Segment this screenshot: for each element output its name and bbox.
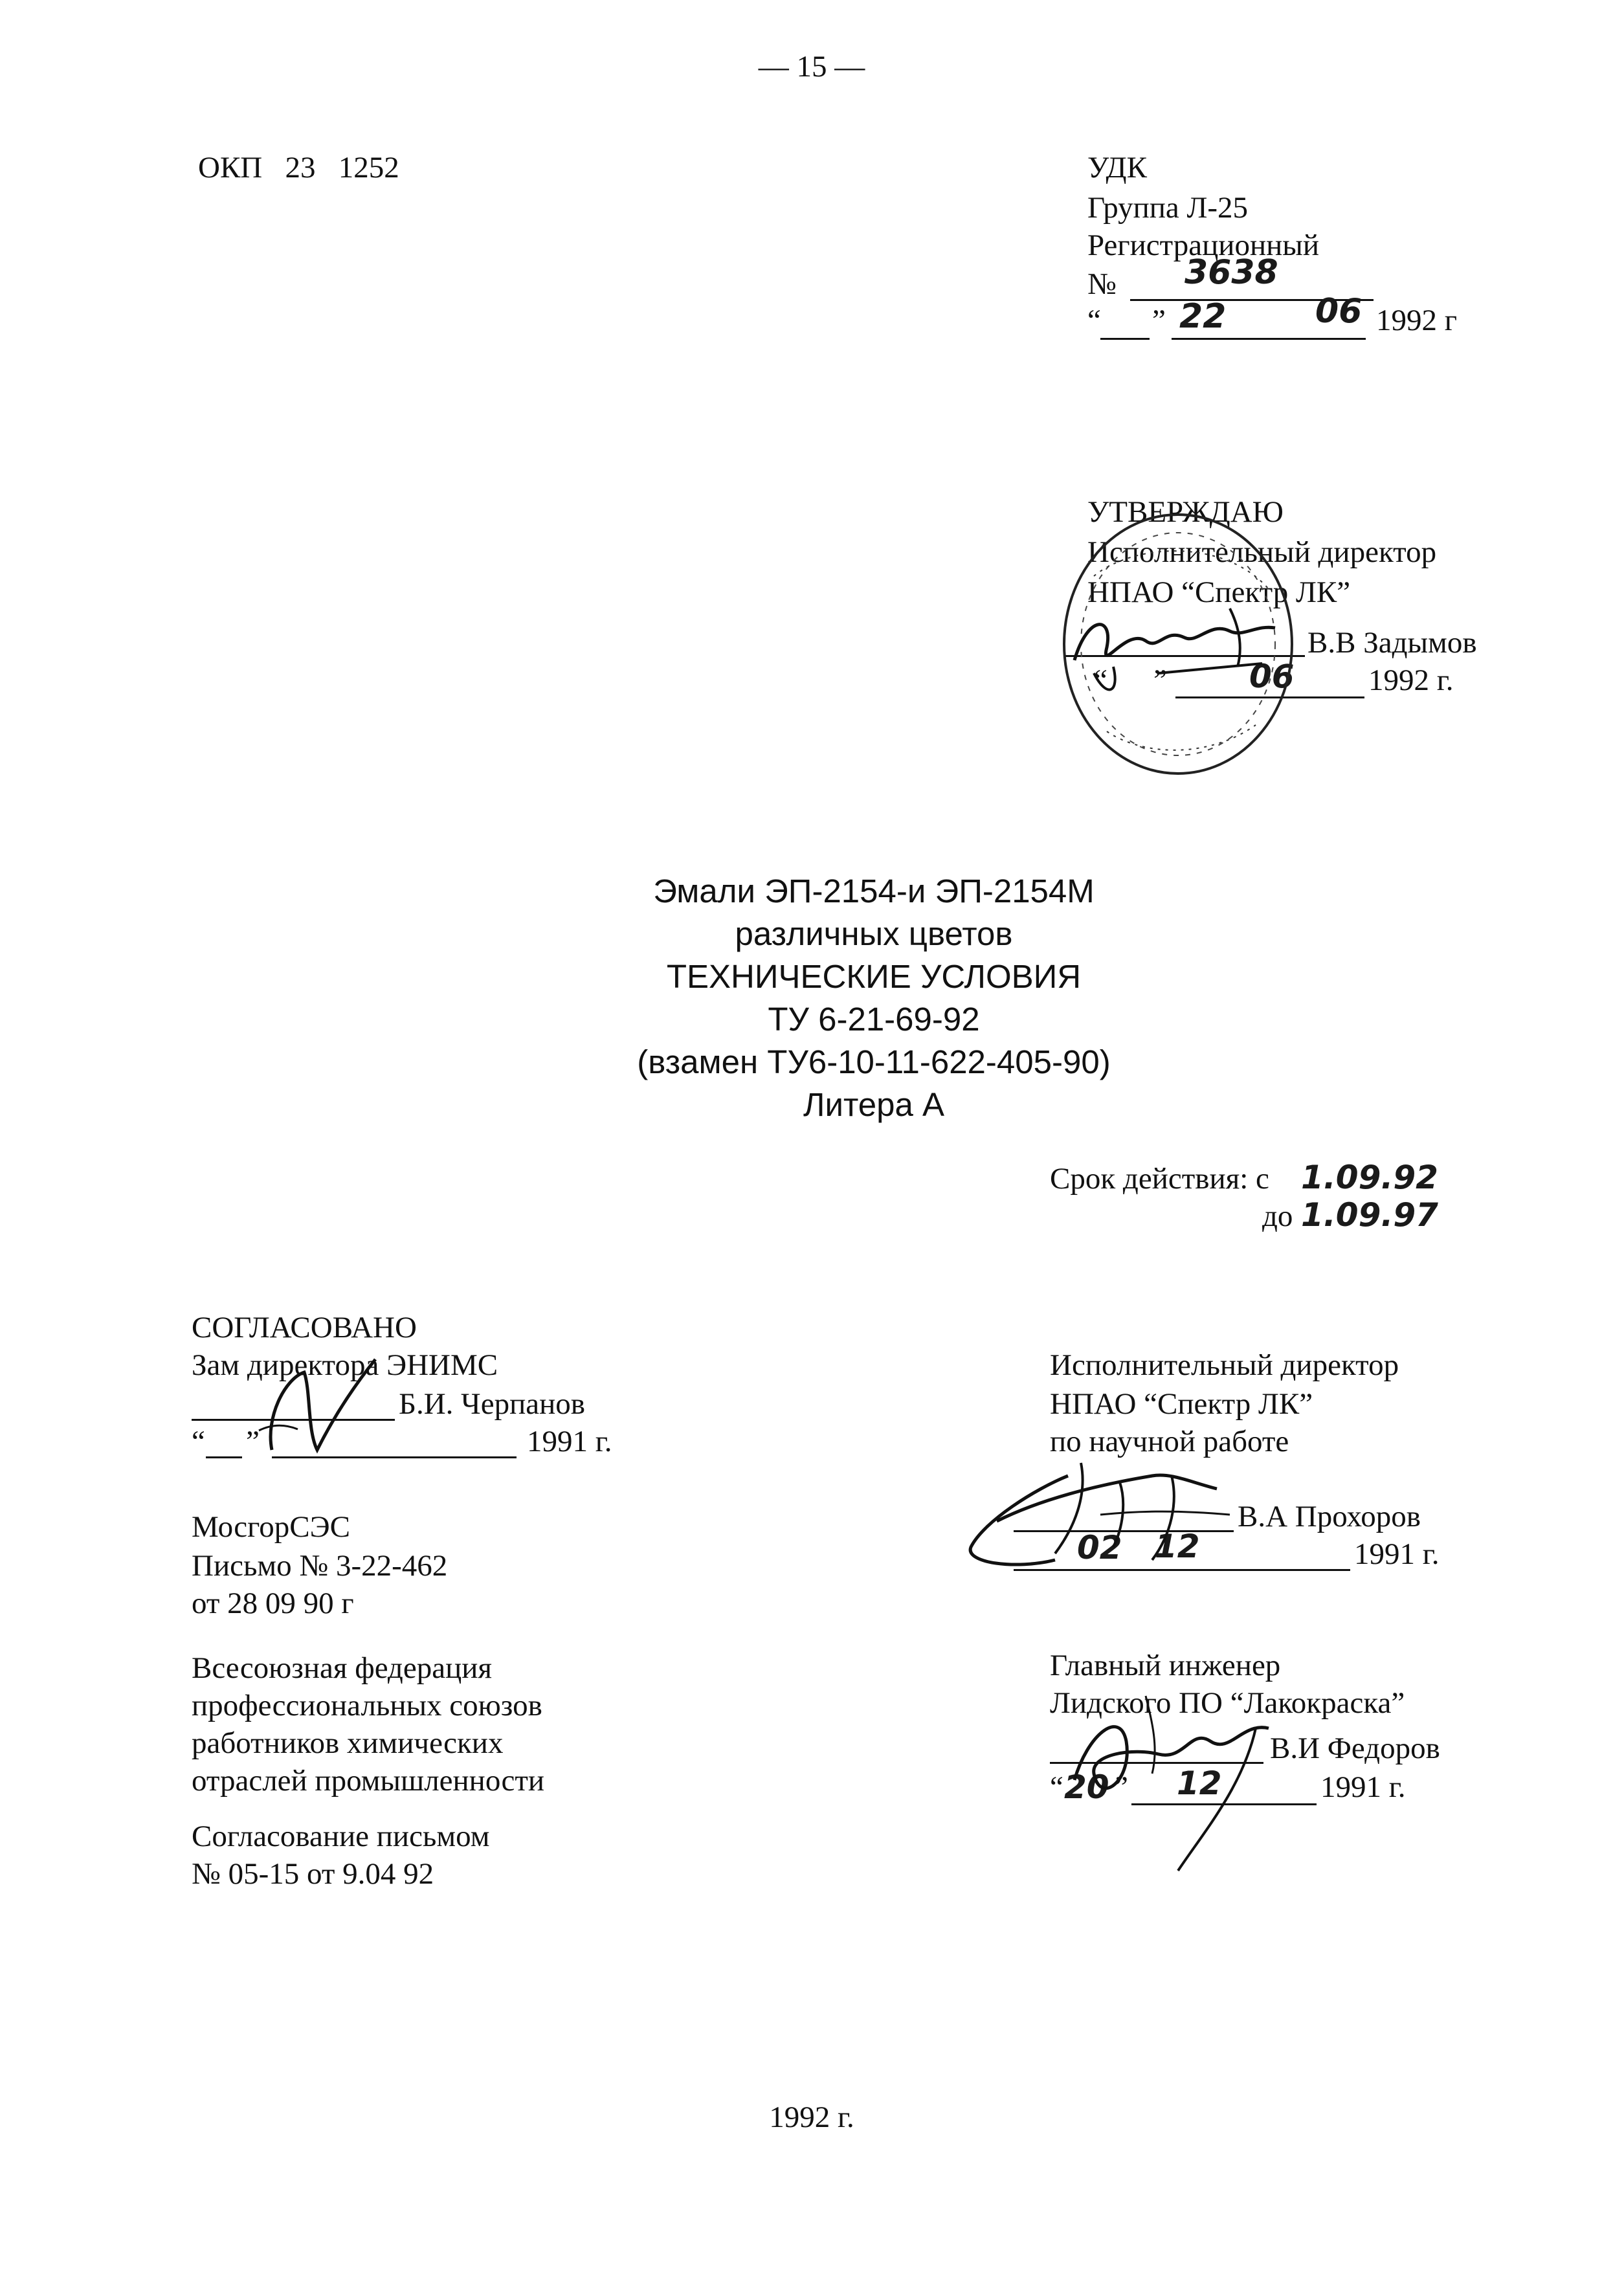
exec-director-name: В.А Прохоров (1238, 1500, 1421, 1533)
federation-line4: отраслей промышленности (192, 1764, 545, 1798)
chief-engineer-signature (1049, 1683, 1320, 1877)
validity-from-label: Срок действия: с (1050, 1162, 1269, 1196)
agreed-date-quote-close: ” (246, 1425, 260, 1458)
validity-to-label: до (1262, 1199, 1293, 1233)
doc-title-line1: Эмали ЭП-2154-и ЭП-2154М (653, 873, 1095, 909)
approve-name: В.В Задымов (1307, 626, 1477, 660)
registration-date-month: 06 (1315, 292, 1363, 331)
footer-year: 1992 г. (769, 2100, 854, 2134)
registration-date-day: 22 (1179, 297, 1227, 336)
approve-signature (1068, 602, 1301, 706)
doc-title-line6: Литера А (803, 1086, 945, 1123)
exec-director-date-day: 02 (1077, 1529, 1122, 1566)
agreed-date-day-line (206, 1456, 242, 1458)
doc-title-line4: ТУ 6-21-69-92 (768, 1001, 980, 1038)
page-number: — 15 — (758, 50, 865, 84)
federation-line1: Всесоюзная федерация (192, 1651, 492, 1685)
mosgorses-line1: МосгорСЭС (192, 1510, 350, 1544)
approve-position: Исполнительный директор (1087, 535, 1437, 569)
exec-director-signature (958, 1450, 1256, 1592)
exec-director-date-year: 1991 г. (1354, 1537, 1440, 1571)
validity-from-value: 1.09.92 (1301, 1159, 1438, 1196)
federation-line2: профессиональных союзов (192, 1689, 542, 1722)
doc-title-line3: ТЕХНИЧЕСКИЕ УСЛОВИЯ (666, 958, 1082, 995)
mosgorses-line2: Письмо № 3-22-462 (192, 1549, 448, 1583)
agreed-date-year: 1991 г. (527, 1425, 612, 1458)
agreement-letter-line2: № 05-15 от 9.04 92 (192, 1857, 434, 1891)
approve-date-month: 06 (1249, 658, 1295, 695)
registration-label: Регистрационный (1087, 228, 1319, 262)
doc-title-line2: различных цветов (735, 915, 1013, 952)
agreed-title: СОГЛАСОВАНО (192, 1311, 417, 1344)
chief-engineer-name: В.И Федоров (1270, 1732, 1440, 1765)
approve-date-year: 1992 г. (1368, 663, 1454, 697)
approve-org: НПАО “Спектр ЛК” (1087, 575, 1351, 609)
registration-date-year: 1992 г (1376, 304, 1458, 337)
agreed-signature (246, 1353, 401, 1469)
registration-date-month-line (1172, 338, 1366, 340)
doc-title-line5: (взамен ТУ6-10-11-622-405-90) (637, 1043, 1111, 1080)
chief-engineer-date-day: 20 (1064, 1768, 1109, 1806)
approve-date-quote-open: “ (1094, 663, 1107, 697)
exec-director-line1: Исполнительный директор (1050, 1348, 1399, 1382)
chief-engineer-line2: Лидского ПО “Лакокраска” (1050, 1686, 1405, 1720)
chief-engineer-date-quote-close: ” (1115, 1770, 1128, 1804)
registration-no-value: 3638 (1185, 253, 1278, 292)
registration-date-day-line (1100, 338, 1150, 340)
exec-director-date-month: 12 (1155, 1528, 1200, 1565)
okp-code: ОКП 23 1252 (198, 151, 399, 184)
registration-no-label: № (1087, 267, 1117, 301)
udk-label: УДК (1087, 151, 1147, 184)
agreement-letter-line1: Согласование письмом (192, 1820, 490, 1853)
validity-to-value: 1.09.97 (1301, 1196, 1438, 1234)
federation-line3: работников химических (192, 1726, 504, 1760)
chief-engineer-line1: Главный инженер (1050, 1649, 1281, 1682)
agreed-name: Б.И. Черпанов (399, 1387, 585, 1421)
agreed-position: Зам директора ЭНИМС (192, 1348, 498, 1382)
chief-engineer-date-year: 1991 г. (1320, 1770, 1406, 1804)
exec-director-line2: НПАО “Спектр ЛК” (1050, 1387, 1313, 1421)
group-label: Группа Л-25 (1087, 191, 1249, 225)
registration-date-quote-open: “ (1087, 304, 1101, 337)
approve-title: УТВЕРЖДАЮ (1087, 495, 1284, 529)
registration-date-quote-close: ” (1152, 304, 1166, 337)
approve-date-quote-close: ” (1153, 663, 1167, 697)
agreed-date-quote-open: “ (192, 1425, 205, 1458)
chief-engineer-date-month: 12 (1177, 1765, 1222, 1802)
mosgorses-line3: от 28 09 90 г (192, 1587, 354, 1620)
exec-director-line3: по научной работе (1050, 1425, 1289, 1458)
chief-engineer-date-quote-open: “ (1050, 1770, 1063, 1804)
